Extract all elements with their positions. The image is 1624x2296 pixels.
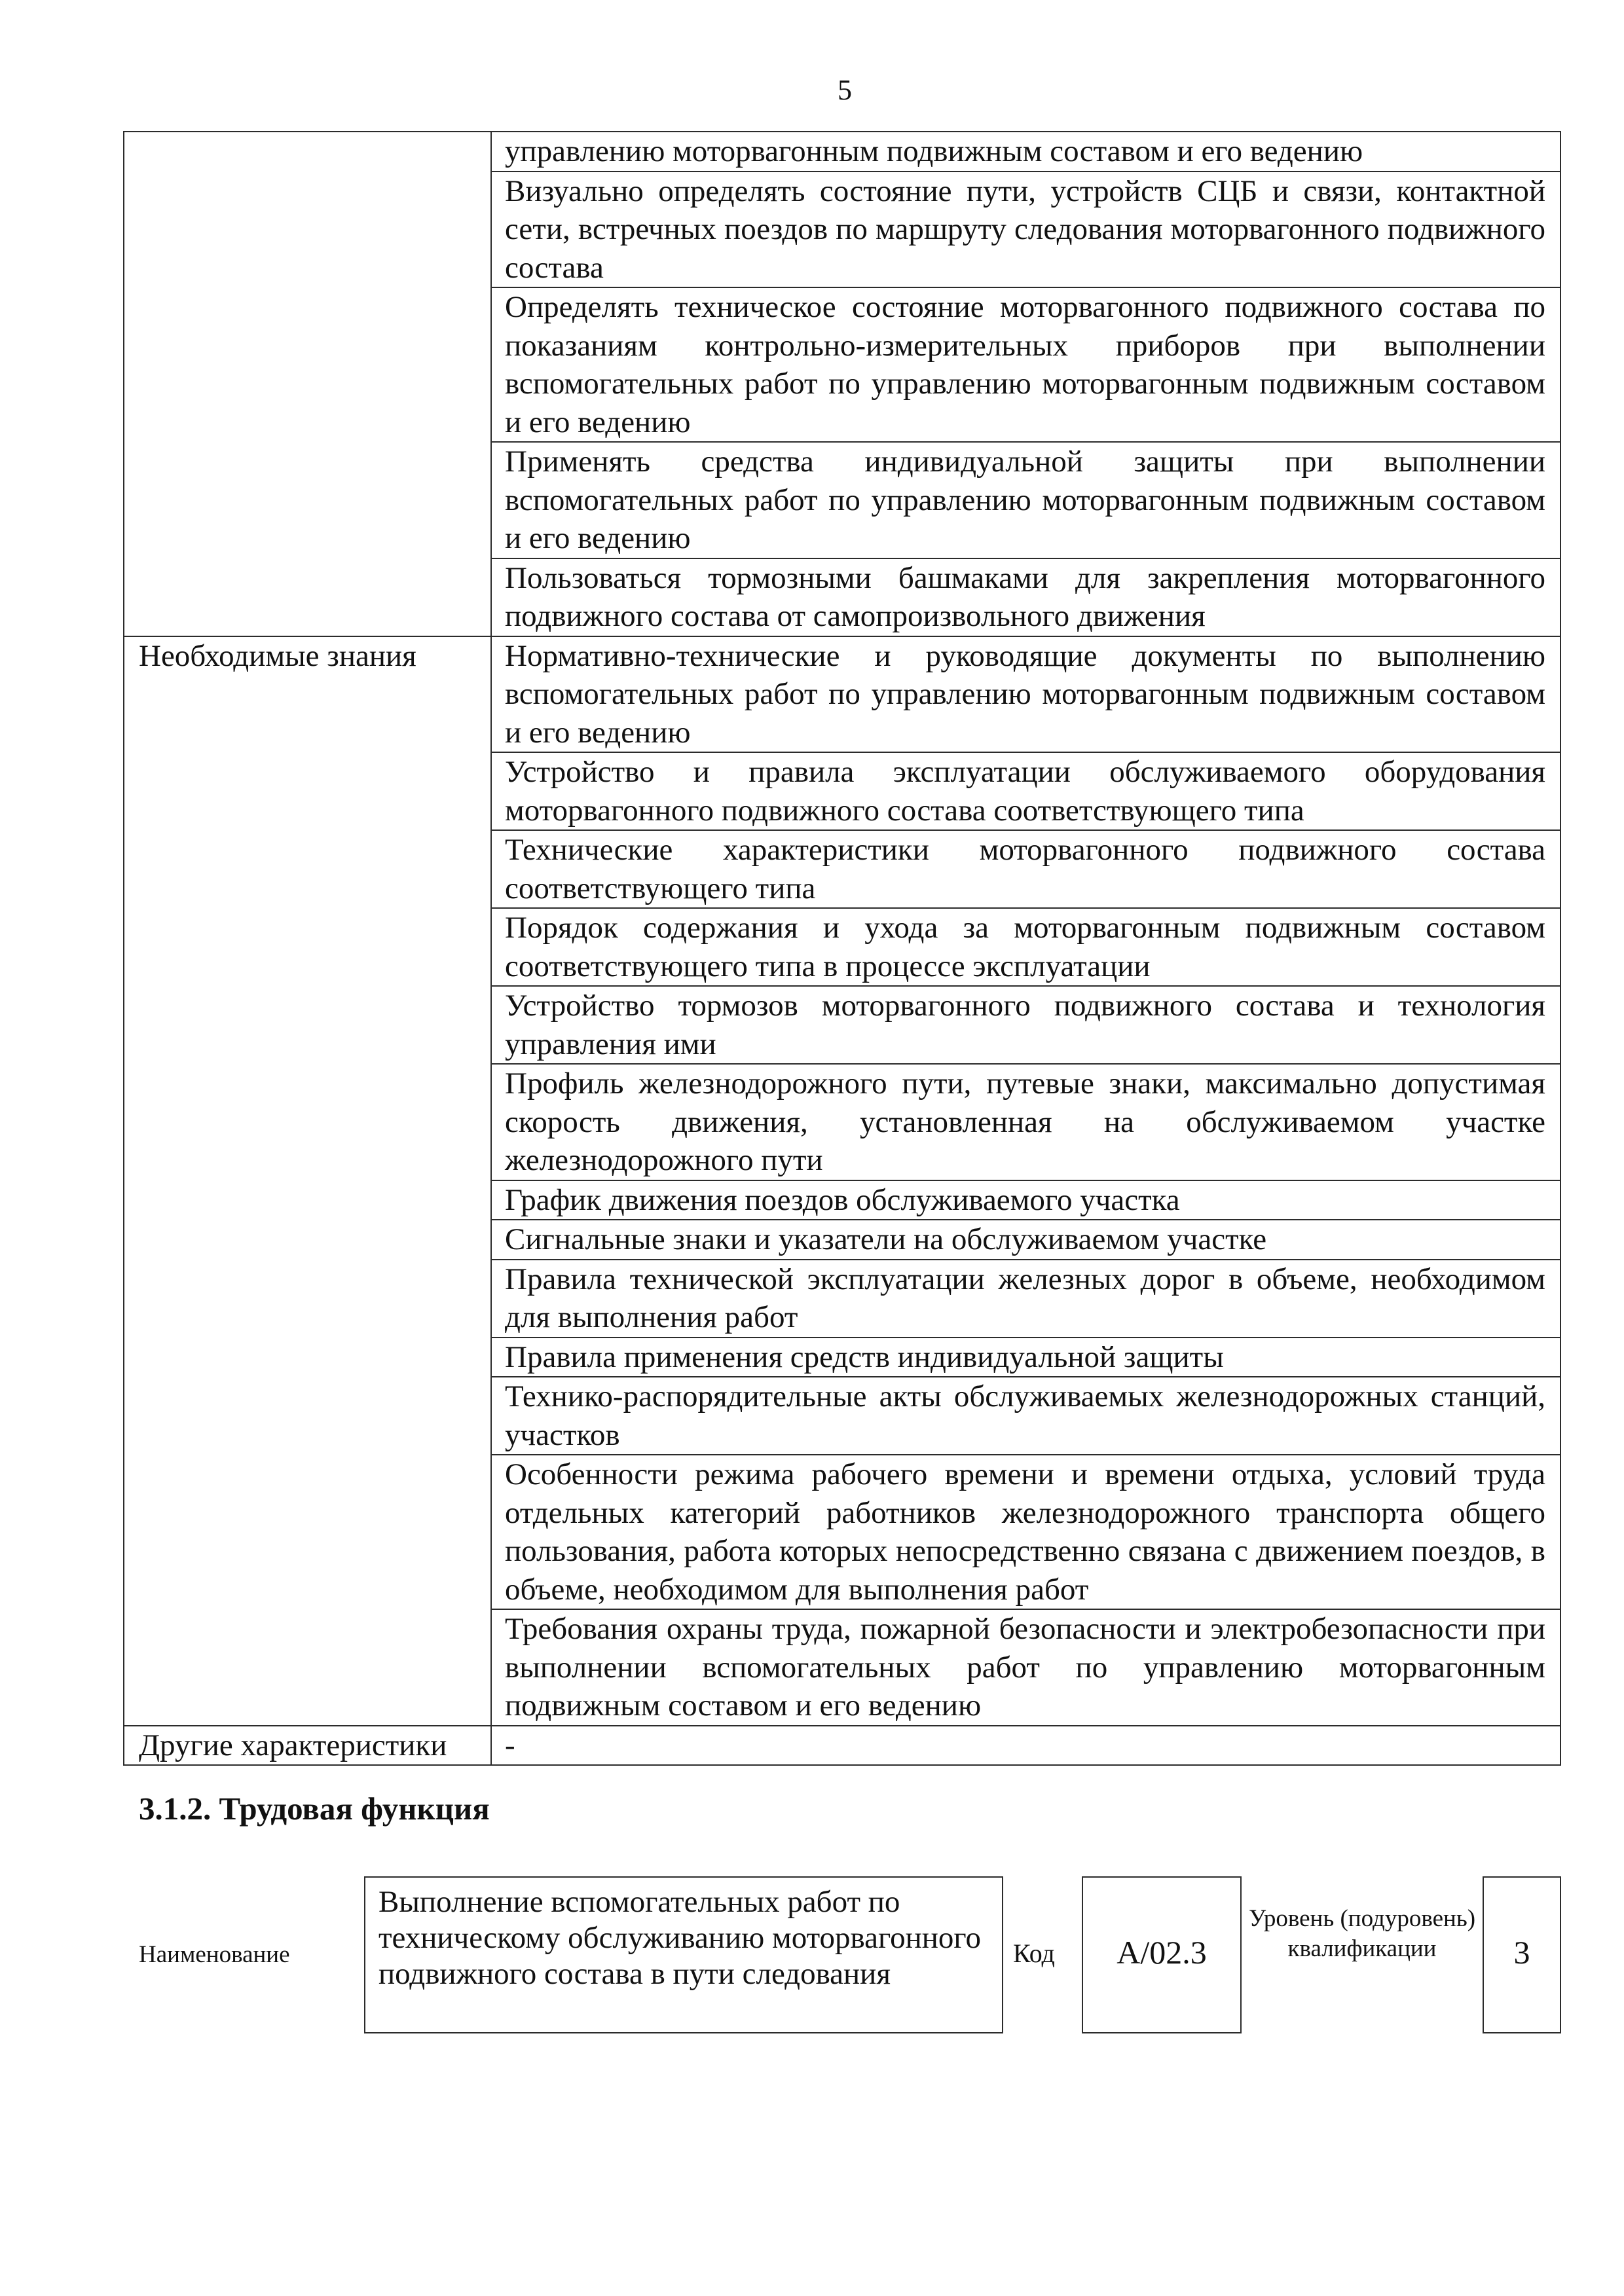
code-label: Код	[1013, 1939, 1055, 1968]
row-item-cell: Нормативно-технические и руководящие документы по выполнению вспомогательных работ по управлению моторвагонным подвижным составом и его ведению	[491, 636, 1560, 753]
row-item-cell: Сигнальные знаки и указатели на обслуживаемом участке	[491, 1220, 1560, 1260]
row-item-cell: Визуально определять состояние пути, устройств СЦБ и связи, контактной сети, встречных поездов по маршруту следования моторвагонного подвижного состава	[491, 172, 1560, 288]
name-label: Наименование	[139, 1941, 290, 1968]
competency-table	[123, 131, 1561, 1766]
row-item-cell: Требования охраны труда, пожарной безопасности и электробезопасности при выполнении вспомогательных работ по управлению моторвагонным подвижным составом и его ведению	[491, 1609, 1560, 1726]
row-item-cell: -	[491, 1726, 1560, 1766]
row-item-cell: Устройство и правила эксплуатации обслуживаемого оборудования моторвагонного подвижного состава соответствующего типа	[491, 752, 1560, 830]
page-number: 5	[838, 74, 852, 106]
row-item-cell: управлению моторвагонным подвижным составом и его ведению	[491, 132, 1560, 172]
level-value-box: 3	[1483, 1876, 1561, 2033]
row-item-cell: Технические характеристики моторвагонного подвижного состава соответствующего типа	[491, 830, 1560, 908]
row-label-cell	[124, 132, 491, 636]
row-item-cell: Порядок содержания и ухода за моторвагонным подвижным составом соответствующего типа в процессе эксплуатации	[491, 908, 1560, 986]
row-item-cell: Правила технической эксплуатации железных дорог в объеме, необходимом для выполнения работ	[491, 1260, 1560, 1338]
table-row	[124, 1726, 1560, 1766]
function-name-box: Выполнение вспомогательных работ по техническому обслуживанию моторвагонного подвижного состава в пути следования	[364, 1876, 1003, 2033]
section-heading: 3.1.2. Трудовая функция	[139, 1791, 490, 1827]
row-label-cell: Другие характеристики	[124, 1726, 491, 1766]
row-item-cell: Пользоваться тормозными башмаками для закрепления моторвагонного подвижного состава от самопроизвольного движения	[491, 558, 1560, 636]
row-item-cell: Применять средства индивидуальной защиты при выполнении вспомогательных работ по управлению моторвагонным подвижным составом и его ведению	[491, 442, 1560, 558]
row-item-cell: Правила применения средств индивидуальной защиты	[491, 1338, 1560, 1377]
code-value-box: А/02.3	[1082, 1876, 1242, 2033]
table-row	[124, 132, 1560, 172]
row-label-cell: Необходимые знания	[124, 636, 491, 1726]
row-item-cell: График движения поездов обслуживаемого участка	[491, 1180, 1560, 1220]
row-item-cell: Технико-распорядительные акты обслуживаемых железнодорожных станций, участков	[491, 1377, 1560, 1455]
row-item-cell: Особенности режима рабочего времени и времени отдыха, условий труда отдельных категорий работников железнодорожного транспорта общего пользования, работа которых непосредственно связана с движением поездов, в объеме, необходимом для выполнения работ	[491, 1455, 1560, 1609]
row-item-cell: Устройство тормозов моторвагонного подвижного состава и технология управления ими	[491, 986, 1560, 1064]
row-item-cell: Определять техническое состояние моторвагонного подвижного состава по показаниям контрольно-измерительных приборов при выполнении вспомогательных работ по управлению моторвагонным подвижным составом и его ведению	[491, 287, 1560, 442]
row-item-cell: Профиль железнодорожного пути, путевые знаки, максимально допустимая скорость движения, установленная на обслуживаемом участке железнодорожного пути	[491, 1064, 1560, 1180]
level-label: Уровень (подуровень) квалификации	[1248, 1905, 1476, 1962]
table-row	[124, 636, 1560, 753]
